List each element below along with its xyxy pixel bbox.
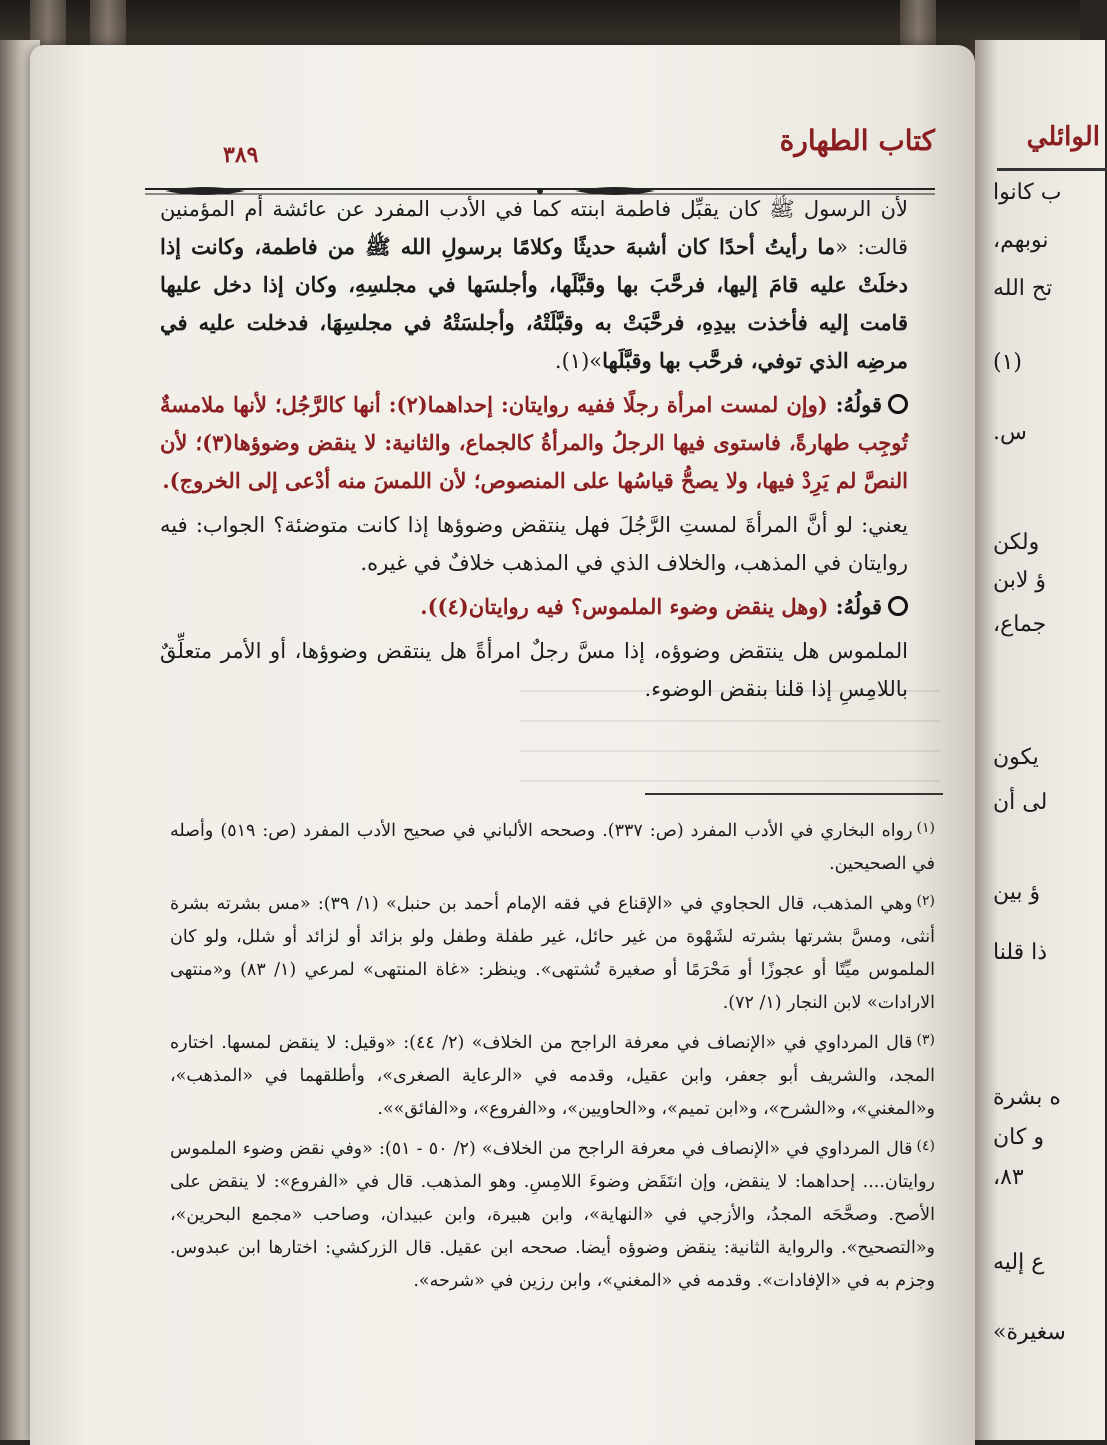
footnote-number: (٢): [916, 893, 935, 909]
footnote-text: قال المرداوي في «الإنصاف في معرفة الراجح من الخلاف» (٢/ ٤٤): «وقيل: لا ينقض لمسها. اختاره المجد، والشريف أبو جعفر، وابن عقيل، وقدمه في «الرعاية الصغرى»، وأطلقهما في «المذهب»، و«المغني»، و«الشرح»، و«ابن تميم»، و«الحاويين»، و«الفروع»، و«الفائق»».: [170, 1033, 935, 1119]
facing-page-text-fragment: ع إليه: [993, 1250, 1045, 1275]
paragraph-p4: [160, 588, 908, 626]
paragraph-p2: [160, 386, 908, 500]
facing-page-text-fragment: ؤ بين: [993, 880, 1041, 905]
facing-page: [975, 40, 1105, 1440]
facing-page-rule: [997, 168, 1107, 171]
facing-page-text-fragment: (١): [993, 350, 1023, 375]
paragraph-p3: [160, 506, 908, 582]
bullet-circle-icon: [888, 596, 908, 616]
footnote-number: (١): [916, 820, 935, 836]
bullet-circle-icon: [888, 394, 908, 414]
footnote: [170, 885, 935, 1020]
paragraph-p1: [160, 190, 908, 380]
page-header: [145, 72, 935, 172]
facing-page-text-fragment: ب كانوا: [993, 180, 1062, 205]
body-text: الملموس هل ينتقض وضوؤه، إذا مسَّ رجلٌ امرأةً هل ينتقض وضوؤها، أو الأمر متعلِّقٌ باللامِسِ إذا قلنا بنقض الوضوء.: [160, 639, 908, 701]
facing-page-text-fragment: يكون: [993, 745, 1039, 770]
facing-page-title: الوائلي: [1026, 122, 1100, 152]
footnote-text: قال المرداوي في «الإنصاف في معرفة الراجح من الخلاف» (٢/ ٥٠ - ٥١): «وفي نقض وضوء الملموس روايتان.... إحداهما: لا ينقض، وإن انتَقَض وضوءَ اللامِسِ. وهو المذهب. قال في «الفروع»: لا ينقض على الأصح. وصحَّحَه المجدُ، والأزجي في «النهاية»، وابن هبيرة، وابن عبيدان، وصاحب «مجمع البحرين»، و«التصحيح». والرواية الثانية: ينقض وضوؤه أيضا. صححه ابن عقيل. قال الزركشي: اختارها ابن عبدوس. وجزم به في «الإفادات». وقدمه في «المغني»، وابن رزين في «شرحه».: [170, 1139, 935, 1291]
body-text: »(١).: [554, 349, 603, 373]
book-title: كتاب الطهارة: [779, 124, 935, 157]
facing-page-text-fragment: نوبهم،: [993, 228, 1049, 253]
facing-page-text-fragment: ذا قلنا: [993, 940, 1048, 965]
footnote-text: وهي المذهب، قال الحجاوي في «الإقناع في فقه الإمام أحمد بن حنبل» (١/ ٣٩): «مس بشرته بشرة أنثى، ومسَّ بشرتها بشرته لشَهْوة من غير حائل، غير طفلة وطفل ولو بزائد أو لزائد أو شلل، ولو كان الملموس ميِّتًا أو عجوزًا أو مَحْرَمًا أو صغيرة تُشتهى». وينظر: «غاة المنتهى» لمرعي (١/ ٨٣) و«منتهى الارادات» لابن النجار (١/ ٧٢).: [170, 894, 935, 1013]
footnote-text: رواه البخاري في الأدب المفرد (ص: ٣٣٧). وصححه الألباني في صحيح الأدب المفرد (ص: ٥١٩) وأصله في الصحيحين.: [170, 821, 935, 874]
body-text: قولُهُ:: [828, 594, 882, 619]
footnote: [170, 812, 935, 881]
matn-quote-text: (وإن لمست امرأة رجلًا ففيه روايتان: إحداهما(٢): أنها كالرَّجُل؛ لأنها ملامسةٌ تُوجِب طهارةً، فاستوى فيها الرجلُ والمرأةُ كالجماع، والثانية: لا ينقض وضوؤها(٣)؛ لأن النصَّ لم يَرِدْ فيها، ولا يصحُّ قياسُها على المنصوص؛ لأن اللمسَ منه أدْعى إلى الخروج).: [160, 392, 908, 493]
page-number: ٣٨٩: [223, 142, 259, 168]
facing-page-text-fragment: س.: [993, 420, 1027, 445]
facing-page-text-fragment: لى أن: [993, 790, 1048, 815]
facing-page-text-fragment: ٨٣،: [993, 1165, 1024, 1190]
matn-quote-text: (وهل ينقض وضوء الملموس؟ فيه روايتان(٤)).: [420, 594, 829, 619]
body-text: يعني: لو أنَّ المرأةَ لمستِ الرَّجُلَ فهل ينتقض وضوؤها إذا كانت متوضئة؟ الجواب: فيه روايتان في المذهب، والخلاف الذي في المذهب خلافٌ في غيره.: [160, 513, 908, 575]
footnote-number: (٣): [916, 1032, 935, 1048]
footnote: [170, 1024, 935, 1126]
facing-page-text-fragment: ه بشرة: [993, 1085, 1061, 1110]
footnote-number: (٤): [916, 1138, 936, 1154]
facing-page-text-fragment: تح الله: [993, 276, 1053, 301]
facing-page-text-fragment: ولكن: [993, 530, 1040, 555]
body-text: ما رأيتُ أحدًا كان أشبهَ حديثًا وكلامًا برسولِ الله ﷺ من فاطمة، وكانت إذا دخلَتْ عليه قامَ إليها، فرحَّبَ بها وقبَّلَها، وأجلسَها في مجلسِهِ، وكان إذا دخل عليها قامت إليه فأخذت بيدِهِ، فرحَّبَتْ به وقبَّلَتْهُ، وأجلسَتْهُ في مجلسِهَا، فدخلت عليه في مرضِه الذي توفي، فرحَّب بها وقبَّلَها: [160, 234, 908, 373]
facing-page-text-fragment: ؤ لابن: [993, 568, 1047, 593]
facing-page-text-fragment: و كان: [993, 1125, 1044, 1150]
facing-page-text-fragment: جماع،: [993, 612, 1047, 637]
main-text-body: [160, 190, 908, 714]
facing-page-text-fragment: سغيرة»: [993, 1320, 1066, 1345]
footnotes-section: [170, 812, 935, 1302]
body-text: قولُهُ:: [827, 392, 882, 417]
body-text: لأن الرسول ﷺ كان يقبِّل فاطمة ابنته كما في الأدب المفرد عن عائشة أم المؤمنين قالت: «: [160, 197, 908, 259]
paragraph-p5: [160, 632, 908, 708]
footnote-separator: [645, 793, 943, 795]
footnote: [170, 1130, 935, 1298]
